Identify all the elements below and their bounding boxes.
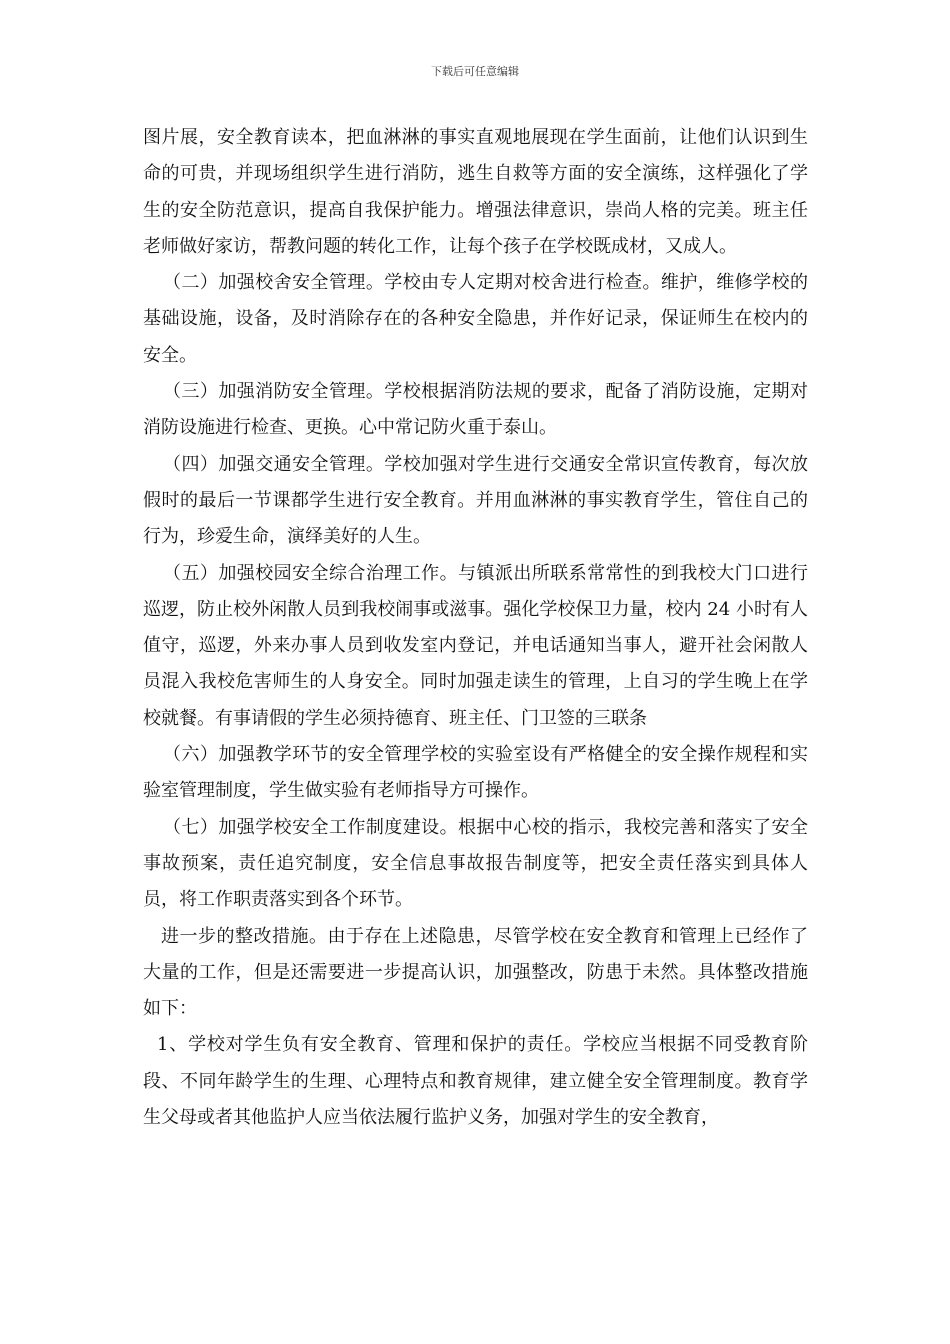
paragraph-measure-1: 1、学校对学生负有安全教育、管理和保护的责任。学校应当根据不同受教育阶段、不同年龄学生的生理、心理特点和教育规律，建立健全安全管理制度。教育学生父母或者其他监护人应当依法履行监护义务，加强对学生的安全教育，: [143, 1034, 808, 1129]
paragraph-safety-system: （七）加强学校安全工作制度建设。根据中心校的指示，我校完善和落实了安全事故预案，责任追究制度，安全信息事故报告制度等，把安全责任落实到具体人员，将工作职责落实到各个环节。: [143, 816, 808, 911]
paragraph-rectification: 进一步的整改措施。由于存在上述隐患，尽管学校在安全教育和管理上已经作了大量的工作，但是还需要进一步提高认识，加强整改，防患于未然。具体整改措施如下：: [143, 925, 808, 1020]
paragraph-teaching-safety: （六）加强教学环节的安全管理学校的实验室设有严格健全的安全操作规程和实验室管理制度，学生做实验有老师指导方可操作。: [143, 744, 808, 802]
paragraph-intro: 图片展，安全教育读本，把血淋淋的事实直观地展现在学生面前，让他们认识到生命的可贵，并现场组织学生进行消防，逃生自救等方面的安全演练，这样强化了学生的安全防范意识，提高自我保护能力。增强法律意识，崇尚人格的完美。班主任老师做好家访，帮教问题的转化工作，让每个孩子在学校既成材，又成人。: [143, 127, 808, 257]
paragraph-campus-security: （五）加强校园安全综合治理工作。与镇派出所联系常常性的到我校大门口进行巡逻，防止校外闲散人员到我校闹事或滋事。强化学校保卫力量，校内 24 小时有人值守，巡逻，外来办事人员到收发室内登记，并电话通知当事人，避开社会闲散人员混入我校危害师生的人身安全。同时加强走读生的管理，上自习的学生晚上在学校就餐。有事请假的学生必须持德育、班主任、门卫签的三联条: [143, 562, 808, 729]
paragraph-traffic-safety: （四）加强交通安全管理。学校加强对学生进行交通安全常识宣传教育，每次放假时的最后一节课都学生进行安全教育。并用血淋淋的事实教育学生，管住自己的行为，珍爱生命，演绎美好的人生。: [143, 453, 808, 548]
document-body: [143, 120, 808, 1136]
paragraph-dormitory-safety: （二）加强校舍安全管理。学校由专人定期对校舍进行检查。维护，维修学校的基础设施，设备，及时消除存在的各种安全隐患，并作好记录，保证师生在校内的安全。: [143, 272, 808, 366]
page-header: 下载后可任意编辑: [431, 65, 519, 78]
paragraph-fire-safety: （三）加强消防安全管理。学校根据消防法规的要求，配备了消防设施，定期对消防设施进行检查、更换。心中常记防火重于泰山。: [143, 381, 808, 439]
